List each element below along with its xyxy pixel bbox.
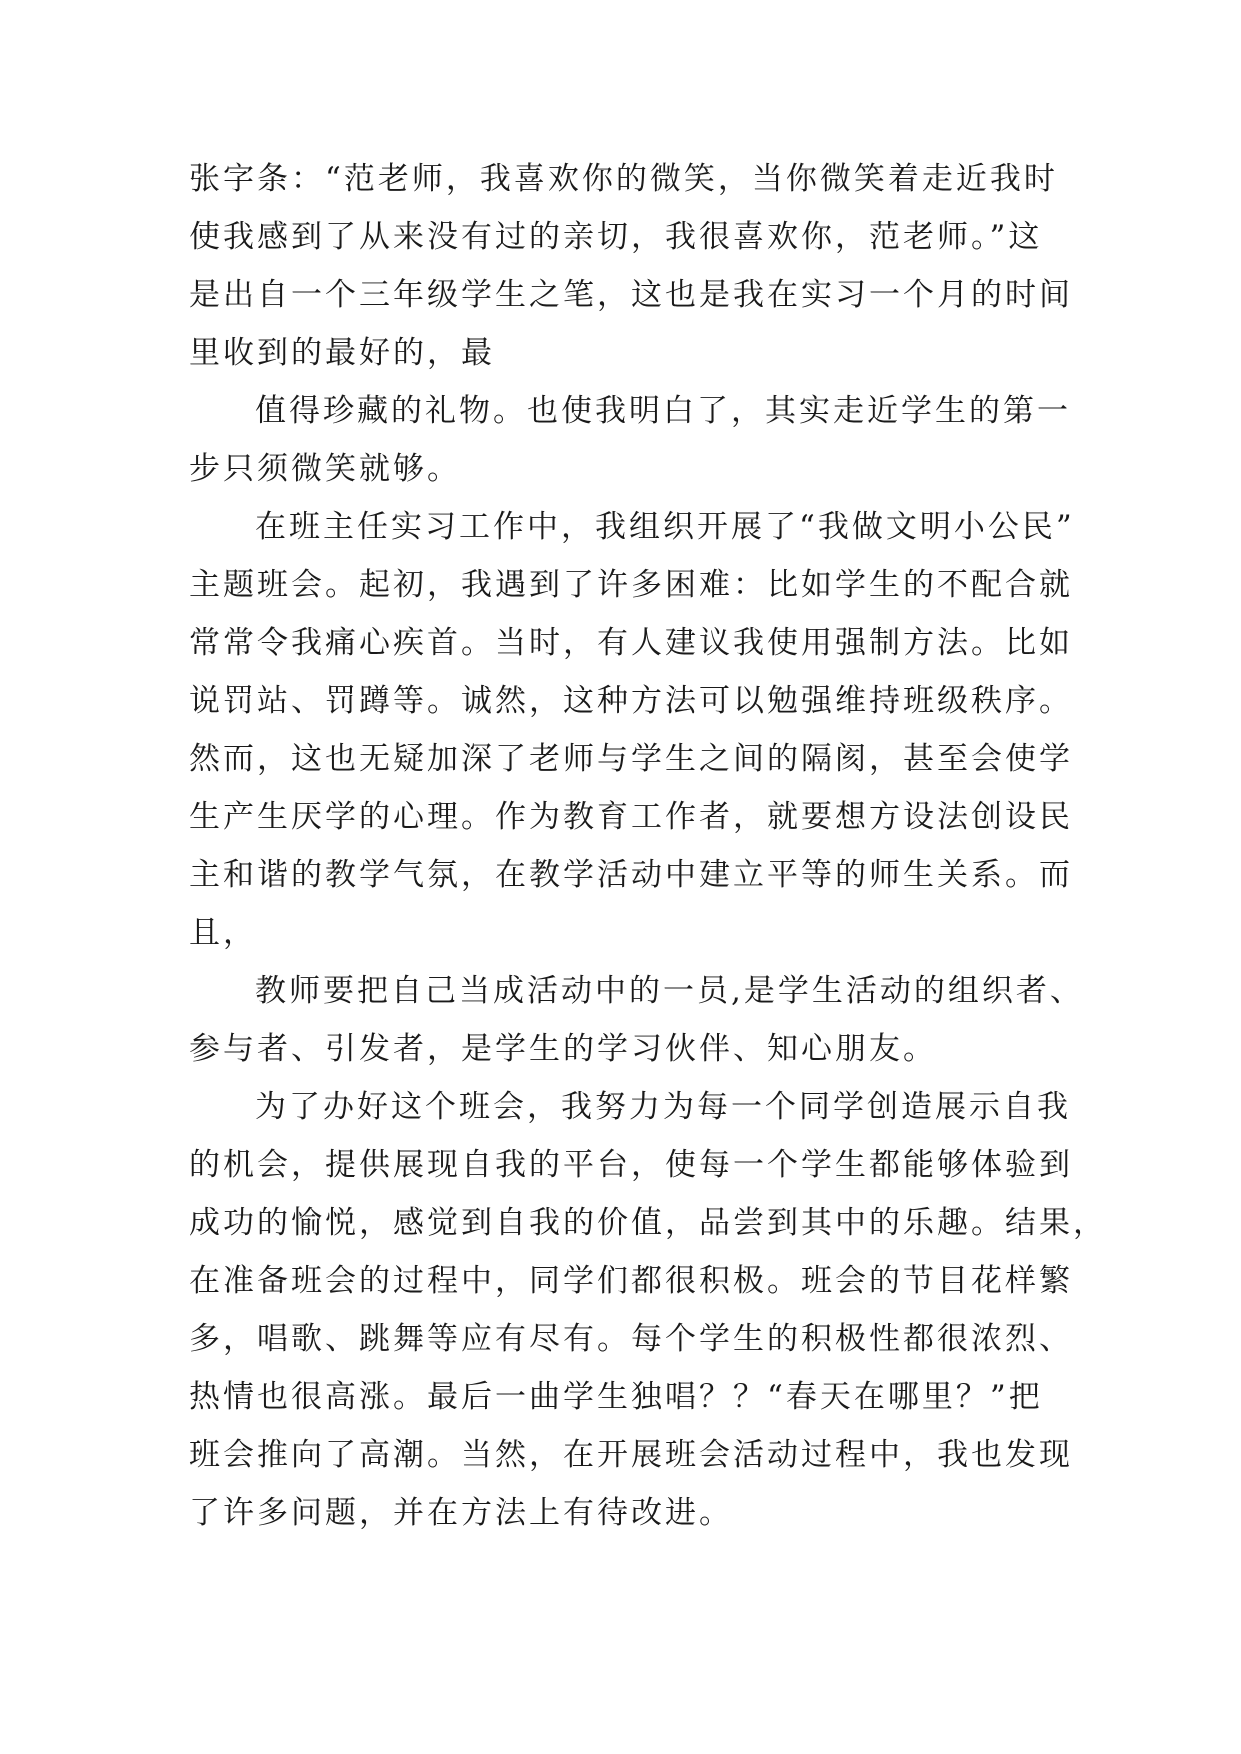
text-line: 班会推向了高潮。当然，在开展班会活动过程中，我也发现 (189, 1437, 1073, 1473)
text-line: 主和谐的教学气氛，在教学活动中建立平等的师生关系。而 (189, 857, 1073, 893)
text-line: 张字条：“范老师，我喜欢你的微笑，当你微笑着走近我时 (189, 161, 1058, 197)
text-line: 多，唱歌、跳舞等应有尽有。每个学生的积极性都很浓烈、 (189, 1321, 1073, 1357)
text-line: 热情也很高涨。最后一曲学生独唱？？“春天在哪里？”把 (189, 1379, 1043, 1415)
document-body (189, 150, 1107, 1542)
text-line: 参与者、引发者，是学生的学习伙伴、知心朋友。 (189, 1031, 937, 1067)
text-line: 里收到的最好的，最 (189, 335, 495, 371)
paragraph-first-line: 在班主任实习工作中，我组织开展了“我做文明小公民” (255, 509, 1075, 545)
text-line: 了许多问题，并在方法上有待改进。 (189, 1495, 733, 1531)
text-line: 然而，这也无疑加深了老师与学生之间的隔阂，甚至会使学 (189, 741, 1073, 777)
text-line: 使我感到了从来没有过的亲切，我很喜欢你，范老师。”这 (189, 219, 1043, 255)
text-line: 是出自一个三年级学生之笔，这也是我在实习一个月的时间 (189, 277, 1073, 313)
paragraph-first-line: 教师要把自己当成活动中的一员,是学生活动的组织者、 (255, 973, 1084, 1009)
text-line: 且， (189, 915, 257, 951)
text-line: 主题班会。起初，我遇到了许多困难：比如学生的不配合就 (189, 567, 1073, 603)
text-line: 成功的愉悦，感觉到自我的价值，品尝到其中的乐趣。结果， (189, 1205, 1107, 1241)
text-line: 在准备班会的过程中，同学们都很积极。班会的节目花样繁 (189, 1263, 1073, 1299)
text-line: 步只须微笑就够。 (189, 451, 461, 487)
paragraph-first-line: 为了办好这个班会，我努力为每一个同学创造展示自我 (255, 1089, 1071, 1125)
text-line: 说罚站、罚蹲等。诚然，这种方法可以勉强维持班级秩序。 (189, 683, 1073, 719)
text-line: 常常令我痛心疾首。当时，有人建议我使用强制方法。比如 (189, 625, 1073, 661)
paragraph-first-line: 值得珍藏的礼物。也使我明白了，其实走近学生的第一 (255, 393, 1071, 429)
text-line: 的机会，提供展现自我的平台，使每一个学生都能够体验到 (189, 1147, 1073, 1183)
text-line: 生产生厌学的心理。作为教育工作者，就要想方设法创设民 (189, 799, 1073, 835)
